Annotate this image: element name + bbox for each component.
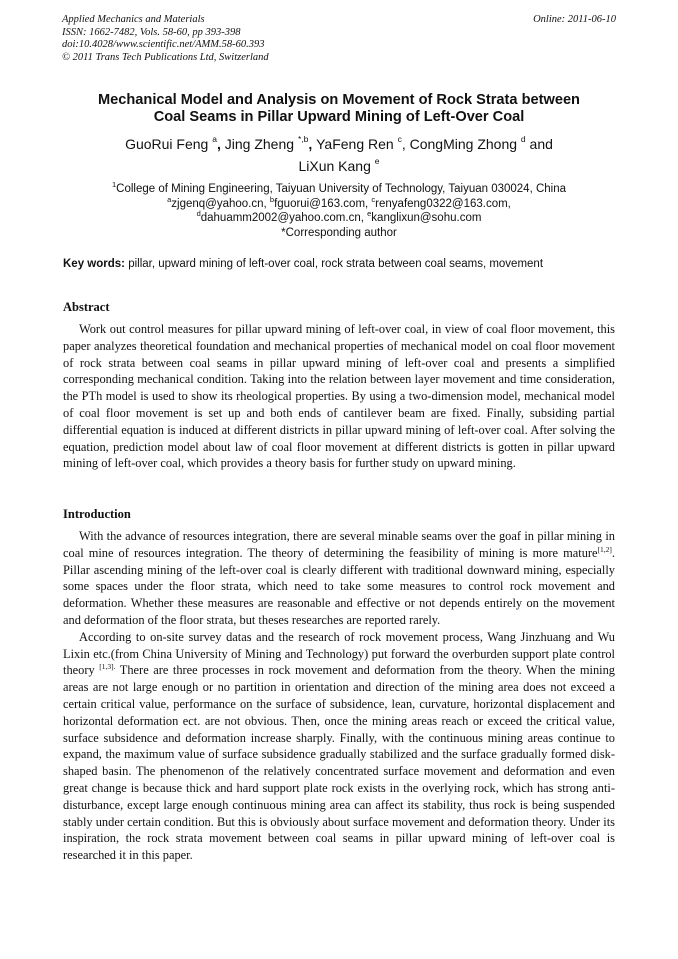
keywords-label: Key words: xyxy=(63,258,125,270)
author-name: LiXun Kang xyxy=(298,158,375,174)
email-address[interactable]: dahuamm2002@yahoo.com.cn, xyxy=(200,212,368,225)
keywords-text: pillar, upward mining of left-over coal, rock strata between coal seams, movement xyxy=(125,258,544,270)
author-list: GuoRui Feng $^a$, Jing Zheng $^{*,b}$, YaFeng Ren $^c$, CongMing Zhong $^d$ and LiXun Kang $^e$ xyxy=(125,134,553,174)
email-address[interactable]: fguorui@163.com, xyxy=(274,197,372,210)
journal-header xyxy=(62,14,269,64)
author-name: CongMing Zhong xyxy=(409,136,521,152)
introduction-paragraph-1 xyxy=(63,528,615,629)
citation-ref[interactable]: [1,3]. xyxy=(99,662,116,672)
title-line-1: Mechanical Model and Analysis on Movement of Rock Strata between xyxy=(98,92,580,108)
author-mark: d xyxy=(520,134,526,144)
paragraph-text: According to on-site survey datas and the research of rock movement process, Wang Jinzhuang and Wu Lixin etc.(from China University of Mining and Technology) put forward the overburden support plate control theory xyxy=(63,629,615,678)
email-address[interactable]: renyafeng0322@163.com, xyxy=(375,197,511,210)
title-line-2: Coal Seams in Pillar Upward Mining of Left-Over Coal xyxy=(153,109,525,125)
introduction-heading: Introduction xyxy=(63,507,131,521)
affiliation-line: College of Mining Engineering, Taiyuan University of Technology, Taiyuan 030024, China xyxy=(116,183,567,195)
email-mark: a xyxy=(167,194,172,204)
abstract-body xyxy=(63,321,615,472)
corresponding-author-note: *Corresponding author xyxy=(281,226,397,239)
email-address[interactable]: zjgenq@yahoo.cn, xyxy=(171,197,270,210)
online-date: Online: 2011-06-10 xyxy=(533,14,616,25)
email-address[interactable]: kanglixun@sohu.com xyxy=(371,212,482,225)
email-mark: b xyxy=(269,194,275,204)
journal-name: Applied Mechanics and Materials xyxy=(62,14,205,25)
abstract-paragraph: Work out control measures for pillar upward mining of left-over coal, in view of coal floor movement, this paper analyzes theoretical foundation and mechanical properties of mechanical model on coal floor movement of rock strata between coal seams in pillar upward mining of left-over coal and presents a simplified corresponding mechanical condition. Taking into the relation between layer movement and time consideration, the PTh model is used to show its rheological properties. By using a two-dimension model, mechanical model of coal floor movement is set up and both ends of cantilever beam are fixed. Finally, subsiding partial differential equation is induced at different districts in pillar upward mining of left-over coal. After solving the equation, prediction model about law of coal floor movement at different districts is gotten in pillar upward mining of left-over coal, which provides a theory basis for further study on upward mining. xyxy=(63,322,615,471)
email-mark: e xyxy=(367,209,372,219)
author-name: YaFeng Ren xyxy=(316,136,398,152)
author-mark: c xyxy=(397,134,402,144)
doi-line: doi:10.4028/www.scientific.net/AMM.58-60.393 xyxy=(62,39,265,50)
paragraph-text: With the advance of resources integration, there are several minable seams over the goaf in pillar mining in coal mine of resources integration. The theory of determining the feasibility of mining is more mature xyxy=(63,529,615,560)
email-mark: c xyxy=(371,194,376,204)
copyright-line: © 2011 Trans Tech Publications Ltd, Switzerland xyxy=(62,51,269,63)
affiliation-block xyxy=(50,182,628,240)
author-mark: a xyxy=(212,134,217,144)
keywords-line xyxy=(63,257,623,271)
author-name: GuoRui Feng xyxy=(125,136,213,152)
affiliation-mark: 1 xyxy=(111,180,117,189)
introduction-body xyxy=(63,528,615,864)
email-mark: d xyxy=(196,209,201,219)
abstract-heading: Abstract xyxy=(63,300,110,314)
paragraph-text: . Pillar ascending mining of the left-over coal is clearly different with traditional downward mining, especially some spaces under the floor strata, which need to take some measures to control rock movement and deformation. Whether these measures are reasonable and effective or not depends entirely on the movement and deformation of the floor strata, but theses researches are reported rarely. xyxy=(63,545,615,627)
citation-ref[interactable]: [1,2] xyxy=(597,544,612,554)
issn-line: ISSN: 1662-7482, Vols. 58-60, pp 393-398 xyxy=(62,26,241,38)
paragraph-text: There are three processes in rock movement and deformation from the theory. When the mining areas are not large enough or no partition in orientation and direction of the mining area does not exceed a certain critical value, performance on the surface of subsidence, lean, curvature, horizontal displacement and horizontal deformation ect. are not obvious. Then, once the mining areas reach or exceed the critical value, surface subsidence and deformation increase sharply. Finally, with the continuous mining areas continue to expand, the maximum value of surface subsidence gradually stabilized and the surface gradually formed disk-shaped basin. The phenomenon of the relatively concentrated surface movement and deformation and even great change is because thick and hard support plate rock exists in the overlying rock, which has strong anti-disturbance, except large enough continuous mining area can affect its stability, thus rock is being suspended stably under certain condition. But this is obviously about surface movement and deformation theory. Under its inspiration, the rock strata movement between coal seams in pillar upward mining of left-over coal is researched it in this paper. xyxy=(63,663,615,863)
author-name: Jing Zheng xyxy=(224,136,298,152)
author-conjunction: and xyxy=(529,136,553,152)
author-mark: e xyxy=(374,156,380,166)
introduction-paragraph-2 xyxy=(63,629,615,864)
author-mark: *,b xyxy=(297,134,309,144)
paper-title xyxy=(50,92,628,126)
